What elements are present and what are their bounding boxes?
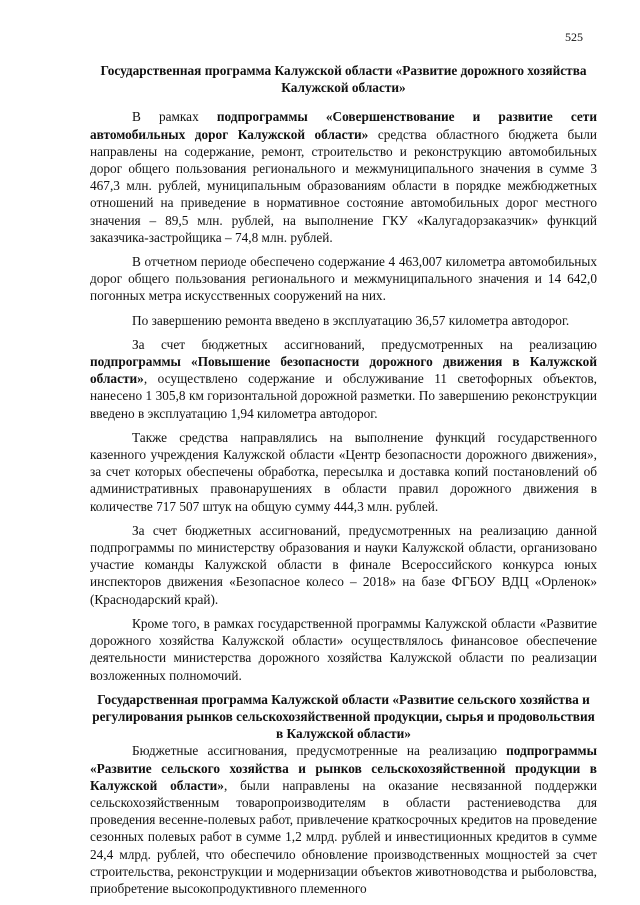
paragraph-text: Бюджетные ассигнования, предусмотренные на реализацию bbox=[132, 743, 507, 759]
page-number: 525 bbox=[565, 30, 583, 44]
paragraph-text: средства областного бюджета были направлены на содержание, ремонт, строительство и реконструкцию автомобильных дорог общего пользования регионального и межмуниципального значения в сумме 3 467,3 млн. рублей, муниципальным образованиям области в порядке межбюджетных отношений на приведение в нормативное состояние автомобильных дорог местного значения – 89,5 млн. рублей, на выполнение ГКУ «Калугадорзаказчик» функций заказчика-застройщика – 74,8 млн. рублей. bbox=[90, 126, 597, 245]
section-2-paragraph-1 bbox=[90, 742, 597, 897]
subprogram-name: подпрограммы «Повышение безопасности дорожного движения в Калужской области» bbox=[90, 354, 597, 387]
document-body bbox=[90, 62, 597, 904]
subprogram-name: подпрограммы «Развитие сельского хозяйства и рынков сельскохозяйственной продукции в Калужской области» bbox=[90, 743, 597, 793]
section-1-paragraph-4 bbox=[90, 336, 597, 422]
paragraph-text: В рамках bbox=[132, 109, 217, 125]
section-1-paragraph-1 bbox=[90, 108, 597, 246]
section-1-paragraph-2: В отчетном периоде обеспечено содержание 4 463,007 километра автомобильных дорог общего пользования регионального и межмуниципального значения и 14 642,0 погонных метра искусственных сооружений на них. bbox=[90, 254, 597, 304]
section-2-title: Государственная программа Калужской области «Развитие сельского хозяйства и регулирования рынков сельскохозяйственной продукции, сырья и продовольствия в Калужской области» bbox=[92, 691, 595, 742]
section-1-paragraph-5: Также средства направлялись на выполнение функций государственного казенного учреждения Калужской области «Центр безопасности дорожного движения», за счет которых обеспечены обработка, пересылка и доставка копий постановлений об административных правонарушениях в области правил дорожного движения в количестве 717 507 штук на общую сумму 444,3 млн. рублей. bbox=[90, 429, 597, 514]
paragraph-text: , были направлены на оказание несвязанной поддержки сельскохозяйственным товаропроизводителям в области растениеводства для проведения весенне-полевых работ, привлечение краткосрочных кредитов на проведение сезонных полевых работ в сумме 1,2 млрд. рублей и инвестиционных кредитов в сумме 24,4 млрд. рублей, что обеспечило обновление производственных мощностей за счет строительства, реконструкции и модернизации объектов животноводства и рыболовства, приобретение высокопродуктивного племенного bbox=[90, 777, 597, 896]
subprogram-name: подпрограммы «Совершенствование и развитие сети автомобильных дорог Калужской области» bbox=[90, 109, 597, 142]
section-1-paragraph-3: По завершению ремонта введено в эксплуатацию 36,57 километра автодорог. bbox=[132, 312, 570, 328]
paragraph-text: , осуществлено содержание и обслуживание 11 светофорных объектов, нанесено 1 305,8 км горизонтальной дорожной разметки. По завершению реконструкции введено в эксплуатацию 1,94 километра автодорог. bbox=[90, 371, 597, 421]
section-1-paragraph-6: За счет бюджетных ассигнований, предусмотренных на реализацию данной подпрограммы по министерству образования и науки Калужской области, организовано участие команды Калужской области в финале Всероссийского конкурса юных инспекторов движения «Безопасное колесо – 2018» на базе ФГБОУ ВДЦ «Орленок» (Краснодарский край). bbox=[90, 522, 597, 607]
paragraph-text: За счет бюджетных ассигнований, предусмотренных на реализацию bbox=[132, 336, 597, 352]
section-1-paragraph-7: Кроме того, в рамках государственной программы Калужской области «Развитие дорожного хозяйства Калужской области» осуществлялось финансовое обеспечение деятельности министерства дорожного хозяйства Калужской области по реализации возложенных полномочий. bbox=[90, 615, 597, 683]
section-1-title: Государственная программа Калужской области «Развитие дорожного хозяйства Калужской области» bbox=[100, 63, 587, 96]
